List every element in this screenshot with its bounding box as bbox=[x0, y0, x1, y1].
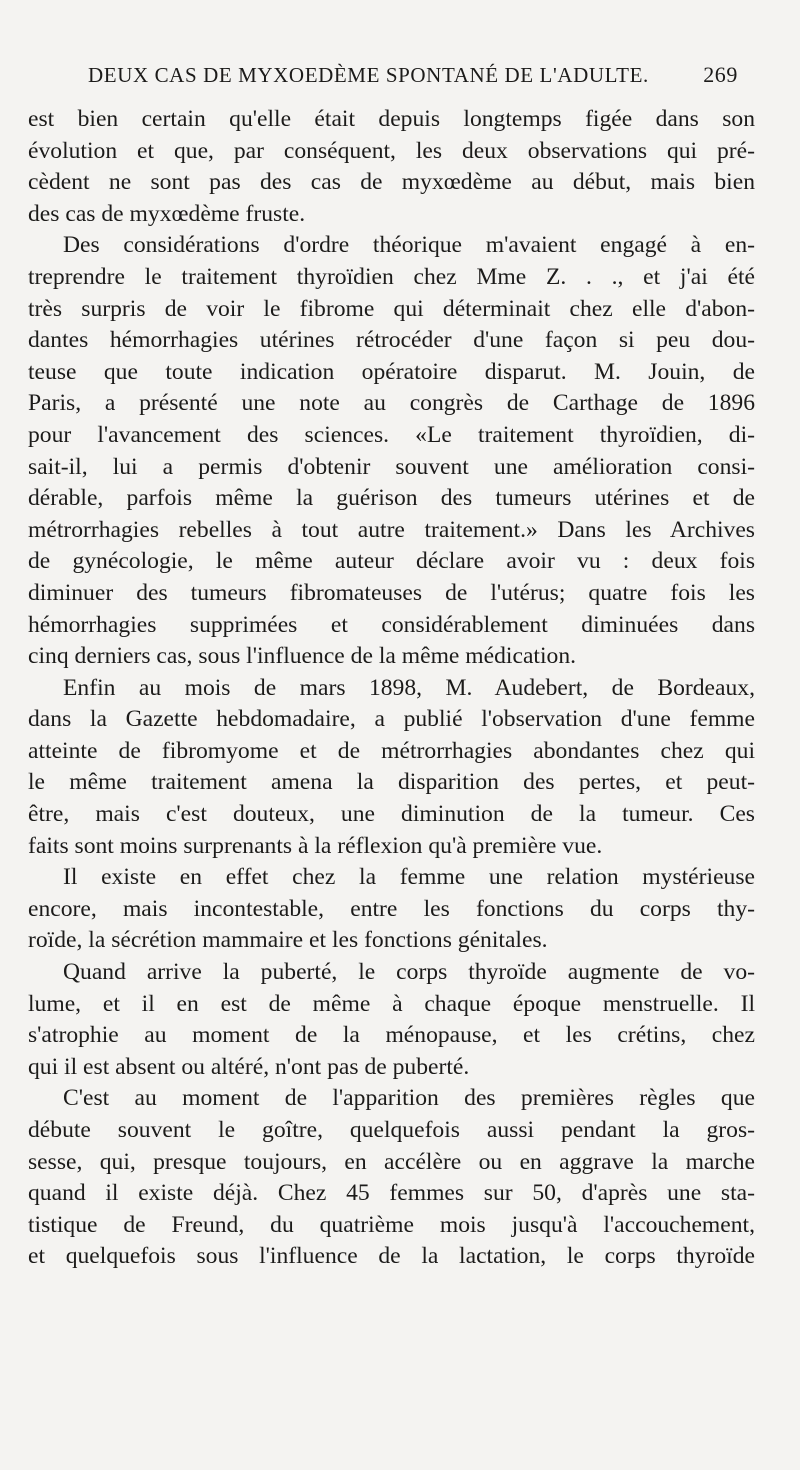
text-line: lume, et il en est de même à chaque époque menstruelle. Il bbox=[28, 990, 755, 1017]
text-line: Il existe en effet chez la femme une relation mystérieuse bbox=[63, 864, 755, 891]
text-line: évolution et que, par conséquent, les deux observations qui pré- bbox=[28, 137, 755, 164]
text-line: sait-il, lui a permis d'obtenir souvent une amélioration consi- bbox=[28, 453, 755, 480]
text-line: teuse que toute indication opératoire disparut. M. Jouin, de bbox=[28, 358, 755, 385]
text-line: qui il est absent ou altéré, n'ont pas de puberté. bbox=[28, 1053, 470, 1080]
text-line: de gynécologie, le même auteur déclare avoir vu : deux fois bbox=[28, 548, 755, 575]
text-line: dantes hémorrhagies utérines rétrocéder d'une façon si peu dou- bbox=[28, 327, 755, 354]
text-line: métrorrhagies rebelles à tout autre traitement.» Dans les Archives bbox=[28, 516, 755, 543]
text-line: encore, mais incontestable, entre les fonctions du corps thy- bbox=[28, 895, 755, 922]
text-line: diminuer des tumeurs fibromateuses de l'utérus; quatre fois les bbox=[28, 579, 755, 606]
body-text bbox=[28, 104, 755, 1273]
text-line: atteinte de fibromyome et de métrorrhagies abondantes chez qui bbox=[28, 737, 755, 764]
text-line: dérable, parfois même la guérison des tumeurs utérines et de bbox=[28, 485, 755, 512]
text-line: dans la Gazette hebdomadaire, a publié l'observation d'une femme bbox=[28, 706, 755, 733]
text-line: cinq derniers cas, sous l'influence de la même médication. bbox=[28, 643, 577, 670]
text-line: Des considérations d'ordre théorique m'avaient engagé à en- bbox=[63, 232, 755, 259]
text-line: sesse, qui, presque toujours, en accélère ou en aggrave la marche bbox=[28, 1148, 755, 1175]
text-line: cèdent ne sont pas des cas de myxœdème au début, mais bien bbox=[28, 169, 755, 196]
text-line: est bien certain qu'elle était depuis longtemps figée dans son bbox=[28, 106, 755, 132]
text-line: des cas de myxœdème fruste. bbox=[28, 200, 306, 227]
text-line: hémorrhagies supprimées et considérablement diminuées dans bbox=[28, 611, 755, 638]
text-line: roïde, la sécrétion mammaire et les fonctions génitales. bbox=[28, 927, 548, 954]
text-line: Paris, a présenté une note au congrès de Carthage de 1896 bbox=[28, 390, 755, 417]
text-line: treprendre le traitement thyroïdien chez Mme Z. . ., et j'ai été bbox=[28, 263, 755, 290]
running-header bbox=[88, 62, 738, 96]
text-line: le même traitement amena la disparition des pertes, et peut- bbox=[28, 769, 755, 796]
text-line: et quelquefois sous l'influence de la lactation, le corps thyroïde bbox=[28, 1243, 755, 1270]
text-line: C'est au moment de l'apparition des premières règles que bbox=[63, 1085, 755, 1112]
text-line: quand il existe déjà. Chez 45 femmes sur 50, d'après une sta- bbox=[28, 1180, 755, 1207]
text-line: pour l'avancement des sciences. «Le traitement thyroïdien, di- bbox=[28, 421, 755, 448]
text-line: débute souvent le goître, quelquefois aussi pendant la gros- bbox=[28, 1117, 755, 1143]
page-number: 269 bbox=[703, 62, 738, 87]
text-line: très surpris de voir le fibrome qui déterminait chez elle d'abon- bbox=[28, 295, 755, 322]
text-line: s'atrophie au moment de la ménopause, et les crétins, chez bbox=[28, 1022, 755, 1049]
text-line: Quand arrive la puberté, le corps thyroïde augmente de vo- bbox=[63, 959, 755, 986]
text-line: tistique de Freund, du quatrième mois jusqu'à l'accouchement, bbox=[28, 1211, 755, 1238]
running-title: DEUX CAS DE MYXOEDÈME SPONTANÉ DE L'ADULTE. bbox=[88, 63, 649, 87]
text-line: Enfin au mois de mars 1898, M. Audebert, de Bordeaux, bbox=[63, 674, 755, 701]
text-line: être, mais c'est douteux, une diminution de la tumeur. Ces bbox=[28, 801, 755, 828]
text-line: faits sont moins surprenants à la réflexion qu'à première vue. bbox=[28, 832, 603, 859]
